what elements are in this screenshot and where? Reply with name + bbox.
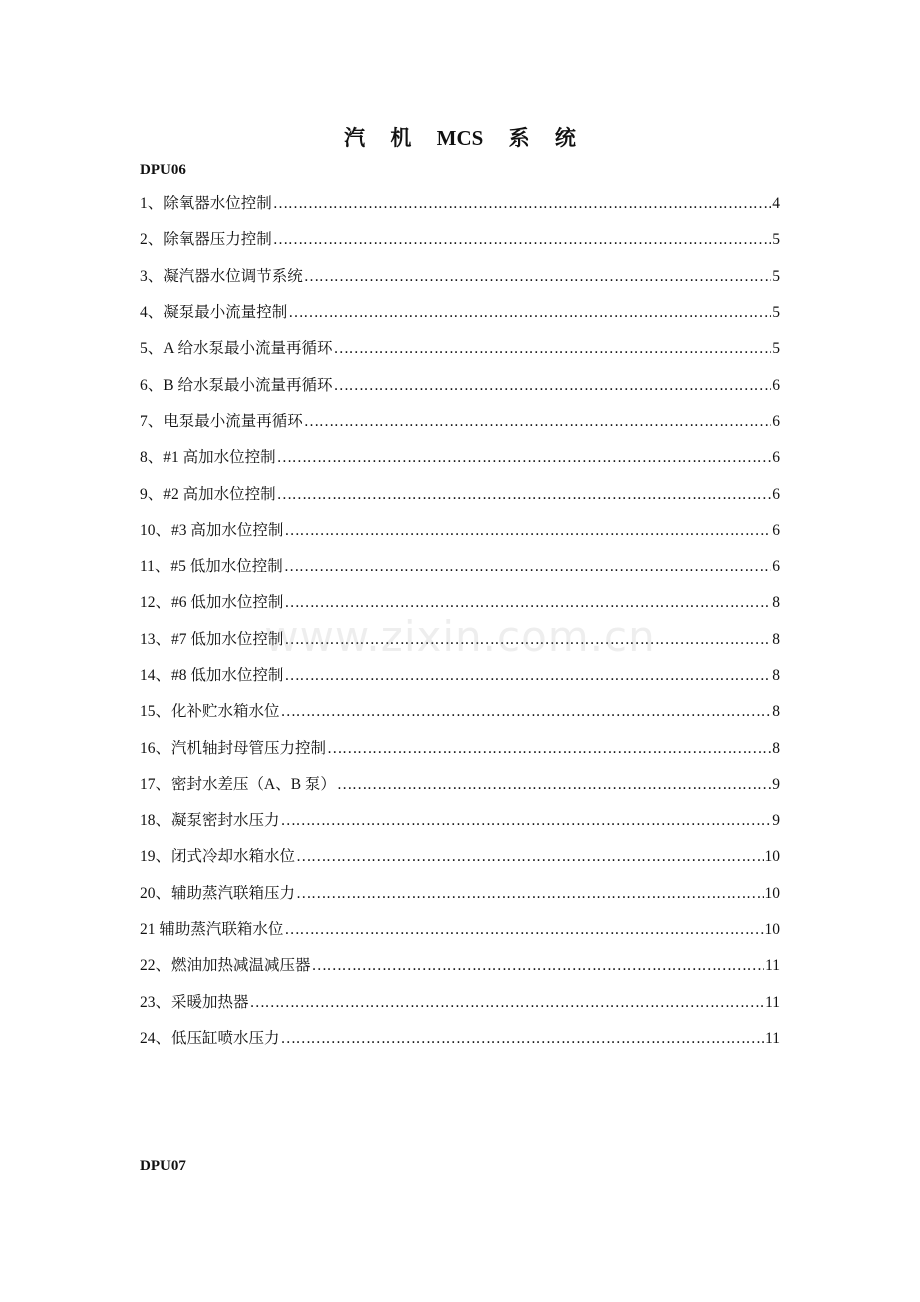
dot-leader	[296, 876, 763, 912]
table-of-contents	[140, 186, 780, 1057]
toc-entry-label: 18、凝泵密封水压力	[140, 812, 280, 830]
toc-entry-page-number: 11	[765, 993, 780, 1011]
dot-leader	[281, 803, 772, 839]
toc-entry-label: 2、除氧器压力控制	[140, 231, 272, 249]
toc-entry-label: 7、电泵最小流量再循环	[140, 412, 303, 430]
toc-entry[interactable]	[140, 404, 780, 440]
toc-entry[interactable]	[140, 367, 780, 403]
toc-entry-page-number: 9	[772, 775, 780, 793]
toc-entry[interactable]	[140, 476, 780, 512]
toc-entry-page-number: 11	[765, 1029, 780, 1047]
toc-entry[interactable]	[140, 948, 780, 984]
dot-leader	[333, 368, 771, 404]
toc-entry-page-number: 10	[764, 848, 780, 866]
toc-entry-label: 13、#7 低加水位控制	[140, 630, 284, 648]
toc-entry-label: 22、燃油加热减温减压器	[140, 957, 311, 975]
toc-entry[interactable]	[140, 803, 780, 839]
section-label-dpu07: DPU07	[140, 1158, 186, 1174]
dot-leader	[250, 985, 765, 1021]
dot-leader	[273, 186, 771, 222]
toc-entry-page-number: 11	[765, 957, 780, 975]
toc-entry[interactable]	[140, 730, 780, 766]
toc-entry-label: 24、低压缸喷水压力	[140, 1029, 280, 1047]
toc-entry-label: 14、#8 低加水位控制	[140, 667, 284, 684]
toc-entry-label: 10、#3 高加水位控制	[140, 521, 284, 539]
toc-entry[interactable]	[140, 186, 780, 222]
dot-leader	[327, 731, 771, 767]
toc-entry-label: 21 辅助蒸汽联箱水位	[140, 921, 284, 939]
dot-leader	[304, 259, 771, 295]
toc-entry[interactable]	[140, 549, 780, 585]
dot-leader	[281, 694, 772, 730]
toc-entry[interactable]	[140, 513, 780, 549]
toc-entry[interactable]	[140, 912, 780, 948]
toc-entry-label: 12、#6 低加水位控制	[140, 594, 284, 612]
toc-entry-page-number: 6	[772, 558, 780, 576]
toc-entry-label: 8、#1 高加水位控制	[140, 449, 276, 467]
toc-entry[interactable]	[140, 694, 780, 730]
toc-entry-page-number: 5	[772, 231, 780, 249]
toc-entry[interactable]	[140, 295, 780, 331]
toc-entry-page-number: 6	[772, 376, 780, 394]
toc-entry-page-number: 5	[772, 267, 780, 285]
toc-entry[interactable]	[140, 331, 780, 367]
toc-entry[interactable]	[140, 767, 780, 803]
toc-entry-page-number: 8	[772, 703, 780, 721]
watermark: www.zixin.com.cn	[264, 612, 656, 661]
dot-leader	[277, 477, 772, 513]
toc-entry-label: 20、辅助蒸汽联箱压力	[140, 884, 296, 902]
dot-leader	[333, 331, 771, 367]
toc-entry[interactable]	[140, 622, 780, 658]
dot-leader	[296, 839, 763, 875]
toc-entry[interactable]	[140, 1021, 780, 1057]
toc-entry-page-number: 5	[772, 304, 780, 322]
toc-entry-page-number: 6	[772, 521, 780, 539]
dot-leader	[284, 585, 771, 621]
toc-entry-page-number: 5	[772, 340, 780, 358]
toc-entry-label: 3、凝汽器水位调节系统	[140, 267, 303, 285]
toc-entry-page-number: 8	[772, 667, 780, 684]
toc-entry-page-number: 6	[772, 412, 780, 430]
dot-leader	[288, 295, 771, 331]
dot-leader	[312, 948, 765, 984]
toc-entry-label: 15、化补贮水箱水位	[140, 703, 280, 721]
toc-entry[interactable]	[140, 222, 780, 258]
toc-entry[interactable]	[140, 839, 780, 875]
toc-entry-label: 4、凝泵最小流量控制	[140, 304, 288, 322]
toc-entry-label: 19、闭式冷却水箱水位	[140, 848, 296, 866]
dot-leader	[284, 622, 771, 658]
toc-entry-label: 23、采暖加热器	[140, 993, 249, 1011]
toc-entry[interactable]	[140, 585, 780, 621]
toc-entry[interactable]	[140, 876, 780, 912]
toc-entry-page-number: 8	[772, 630, 780, 648]
dot-leader	[284, 658, 771, 694]
dot-leader	[337, 767, 771, 803]
toc-entry-page-number: 9	[772, 812, 780, 830]
dot-leader	[277, 440, 772, 476]
toc-entry-page-number: 6	[772, 485, 780, 503]
toc-entry-label: 16、汽机轴封母管压力控制	[140, 739, 327, 757]
toc-entry[interactable]	[140, 259, 780, 295]
toc-entry-label: 17、密封水差压（A、B 泵）	[140, 775, 336, 793]
toc-entry-page-number: 8	[772, 739, 780, 757]
toc-entry-label: 6、B 给水泵最小流量再循环	[140, 376, 333, 394]
toc-entry-page-number: 10	[764, 884, 780, 902]
toc-entry[interactable]	[140, 440, 780, 476]
dot-leader	[273, 222, 771, 258]
dot-leader	[284, 549, 771, 585]
toc-entry-page-number: 8	[772, 594, 780, 612]
toc-entry-page-number: 4	[772, 195, 780, 213]
dot-leader	[284, 912, 763, 948]
toc-entry[interactable]	[140, 658, 780, 694]
dot-leader	[304, 404, 771, 440]
dot-leader	[281, 1021, 765, 1057]
toc-entry-label: 1、除氧器水位控制	[140, 195, 272, 213]
toc-entry-label: 5、A 给水泵最小流量再循环	[140, 340, 333, 358]
toc-entry[interactable]	[140, 985, 780, 1021]
toc-entry-page-number: 10	[764, 921, 780, 939]
document-title: 汽 机 MCS 系 统	[344, 126, 576, 150]
toc-entry-label: 9、#2 高加水位控制	[140, 485, 276, 503]
dot-leader	[284, 513, 771, 549]
section-label-dpu06: DPU06	[140, 162, 186, 178]
toc-entry-page-number: 6	[772, 449, 780, 467]
toc-entry-label: 11、#5 低加水位控制	[140, 558, 283, 576]
